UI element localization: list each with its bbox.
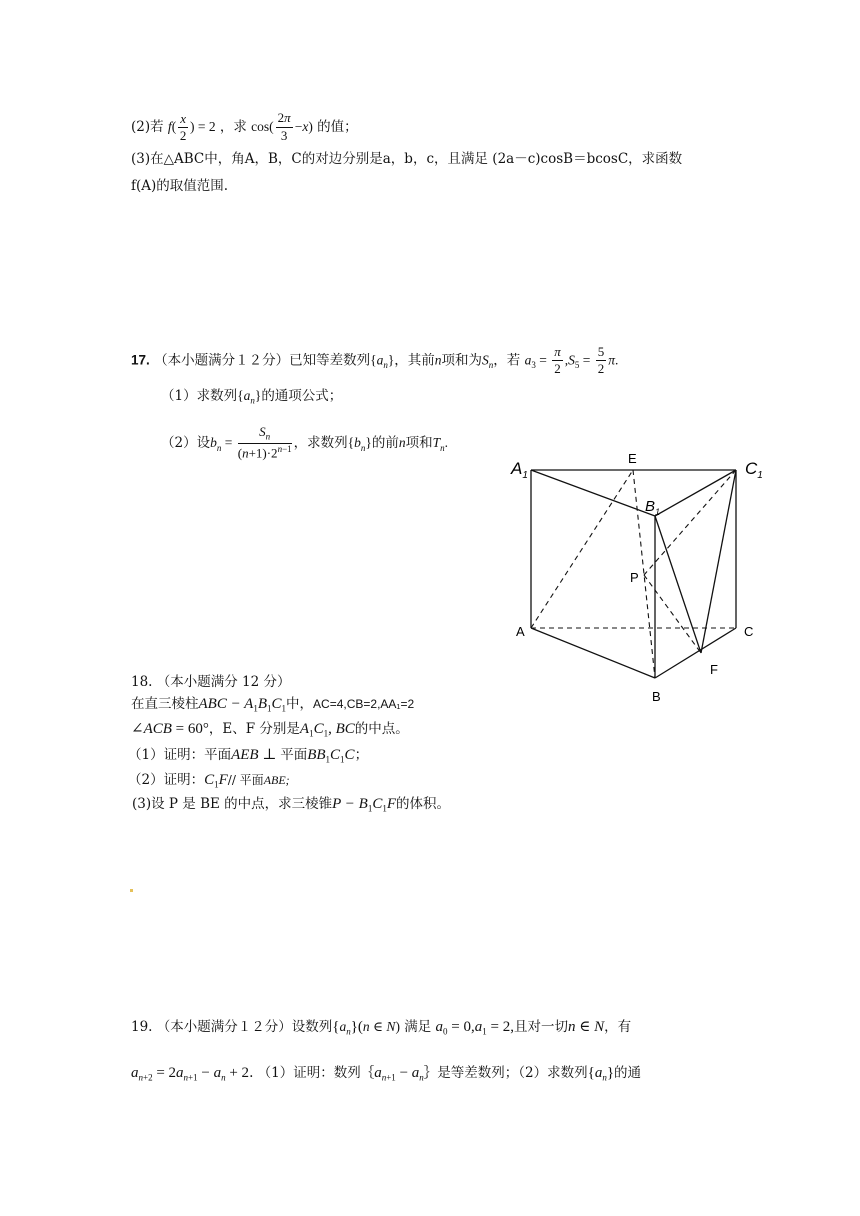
- label-e: E: [628, 451, 637, 466]
- q18-header: 18. （本小题满分 12 分）: [131, 674, 291, 690]
- q17-part2: （2）设$b_n$ = $\frac{S_n}{(n+1)\cdot 2^{n-1}}$ ，求数列$\{b_n\}$的前n项和$T_n$.: [161, 424, 448, 461]
- label-a1: $A_1$: [511, 459, 528, 481]
- q19-line1: 19. （本小题满分１２分）设数列$\{a_n\}(n$ ∈ N) 满足 $a_0 = 0,a_1 = 2$,且对一切n ∈ N，有: [131, 1019, 632, 1037]
- label-a: A: [516, 624, 525, 639]
- label-c: C: [744, 624, 754, 639]
- q18-part1: （1）证明：平面AEB ⊥ 平面$BB_1C_1C$；: [128, 747, 369, 765]
- edge-b1-f: [655, 516, 701, 653]
- stray-mark: [130, 889, 133, 892]
- label-f: F: [710, 662, 718, 677]
- q19-line2: $a_{n+2} = 2a_{n+1} - a_n + 2$. （1）证明：数列$\{a_{n+1}$ − $a_n\}$是等差数列；（2）求数列$\{a_n\}$的通: [131, 1065, 642, 1083]
- q16-p2-middle: ，求: [219, 118, 247, 135]
- q18-part2: （2）证明：$C_1F//$ 平面ABE;: [128, 772, 290, 790]
- edge-c1-f: [701, 470, 736, 653]
- q18-line1: 在直三棱柱ABC − $A_1B_1C_1$中，AC=4,CB=2,AA₁=2: [131, 696, 415, 714]
- dash-p-f: [644, 575, 701, 653]
- q16-part2: (2)若 f( $\frac{x}{2}$ ) = 2 ，求 cos( $\frac{2\pi}{3}$ −x) 的值；: [131, 110, 358, 144]
- edge-a-b: [531, 628, 655, 678]
- q17-header: 17. （本小题满分１２分）已知等差数列$\{a_n\}$，其前n项和为$S_n$，若 $a_3$ = $\frac{\pi}{2}$ $,S_5$ = $\frac{5}{2}$ π.: [131, 344, 619, 377]
- label-b: B: [652, 689, 661, 704]
- q16-p2-suffix: 的值；: [317, 118, 358, 135]
- q18-part3: (3)设 P 是 BE 的中点，求三棱锥$P - B_1C_1F$的体积。: [132, 796, 451, 814]
- dash-a-e: [531, 470, 633, 628]
- q16-formula-f: f: [167, 118, 172, 134]
- q16-part3-line2: f(A)的取值范围.: [131, 178, 229, 194]
- q17-number: 17.: [131, 352, 150, 368]
- label-c1: $C_1$: [745, 459, 763, 481]
- q18-line2: ∠ACB = 60°，E、F 分别是$A_1C_1$, BC的中点。: [131, 721, 409, 739]
- edge-a1-b1: [531, 470, 655, 516]
- q17-part1: （1）求数列$\{a_n\}$的通项公式；: [161, 388, 343, 406]
- label-b1: $B_1$: [645, 498, 661, 517]
- prism-figure: [505, 450, 775, 710]
- edge-b1-c1: [655, 470, 736, 516]
- label-p: P: [630, 570, 639, 585]
- q16-part3-line1: (3)在△ABC中，角A，B，C的对边分别是a，b，c，且满足 (2a－c)cosB＝bcosC，求函数: [131, 151, 683, 167]
- q16-p2-prefix: (2)若: [131, 118, 164, 135]
